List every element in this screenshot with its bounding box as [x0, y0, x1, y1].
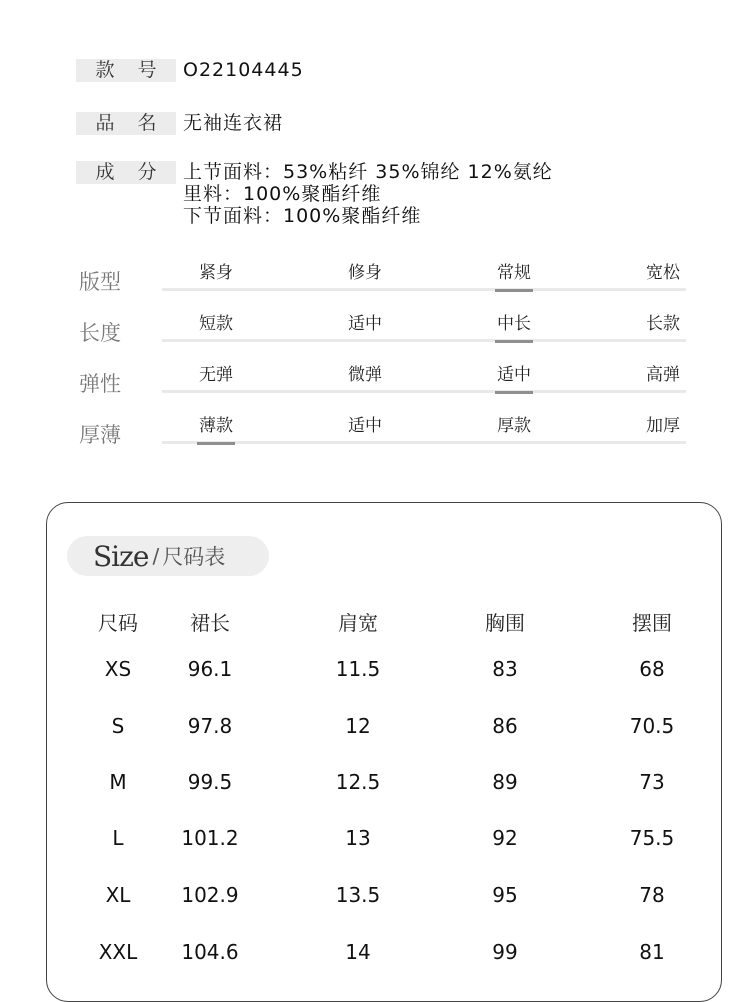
selection-marker	[197, 340, 235, 343]
attribute-label: 版型	[79, 270, 121, 294]
size-label-cell: S	[111, 714, 125, 738]
style-number-row	[76, 59, 304, 82]
table-cell: 99	[492, 940, 518, 964]
attribute-option	[623, 411, 703, 445]
table-cell: 102.9	[181, 883, 239, 907]
table-cell: 73	[639, 770, 665, 794]
attribute-option	[325, 309, 405, 343]
attribute-option-selected	[474, 309, 554, 343]
table-cell: 86	[492, 714, 518, 738]
table-cell: 89	[492, 770, 518, 794]
selection-marker	[197, 442, 235, 445]
composition-value	[183, 161, 553, 227]
table-cell: 104.6	[181, 940, 239, 964]
attribute-option	[176, 309, 256, 343]
attribute-option-selected	[176, 411, 256, 445]
attribute-option	[474, 411, 554, 445]
table-cell: 92	[492, 826, 518, 850]
attribute-option	[623, 309, 703, 343]
attribute-row	[0, 360, 750, 400]
table-header-cell: 摆围	[632, 611, 672, 635]
selection-marker	[197, 289, 235, 292]
selection-marker	[644, 340, 682, 343]
selection-marker	[197, 391, 235, 394]
attribute-option	[325, 411, 405, 445]
size-title-cn: 尺码表	[162, 545, 226, 569]
attribute-option-label: 常规	[497, 263, 531, 283]
size-label-cell: XS	[104, 657, 132, 681]
table-cell: 11.5	[335, 657, 381, 681]
table-cell: 95	[492, 883, 518, 907]
table-cell: 12.5	[335, 770, 381, 794]
size-title-en: Size	[93, 539, 149, 573]
attribute-option	[176, 258, 256, 292]
table-cell: 14	[345, 940, 371, 964]
composition-line: 上节面料：53%粘纤 35%锦纶 12%氨纶	[183, 161, 553, 183]
table-cell: 75.5	[629, 826, 675, 850]
attribute-option-label: 宽松	[646, 263, 680, 283]
table-cell: 83	[492, 657, 518, 681]
attribute-option-label: 中长	[497, 314, 531, 334]
selection-marker	[346, 442, 384, 445]
table-header-cell: 胸围	[485, 611, 525, 635]
size-label-cell: XL	[105, 883, 131, 907]
composition-row	[76, 161, 553, 227]
selection-marker	[346, 340, 384, 343]
size-chart-panel	[46, 502, 722, 1002]
attribute-option-label: 厚款	[497, 416, 531, 436]
attribute-option-label: 适中	[348, 416, 382, 436]
selection-marker	[346, 391, 384, 394]
attribute-option-label: 紧身	[199, 263, 233, 283]
attribute-option-label: 高弹	[646, 365, 680, 385]
attribute-option-label: 薄款	[199, 416, 233, 436]
attribute-row	[0, 411, 750, 451]
table-header-cell: 肩宽	[338, 611, 378, 635]
attribute-option	[623, 360, 703, 394]
size-label-cell: M	[109, 770, 127, 794]
selection-marker	[644, 391, 682, 394]
selection-marker	[495, 289, 533, 292]
attribute-option-label: 短款	[199, 314, 233, 334]
selection-marker	[644, 442, 682, 445]
attribute-label: 厚薄	[79, 423, 121, 447]
selection-marker	[495, 391, 533, 394]
attribute-option-label: 适中	[348, 314, 382, 334]
table-cell: 97.8	[187, 714, 233, 738]
table-header-cell: 尺码	[98, 611, 138, 635]
product-name-label: 品 名	[76, 112, 176, 135]
table-cell: 99.5	[187, 770, 233, 794]
table-cell: 78	[639, 883, 665, 907]
table-cell: 68	[639, 657, 665, 681]
selection-marker	[346, 289, 384, 292]
style-number-label: 款 号	[76, 59, 176, 82]
attribute-option-label: 微弹	[348, 365, 382, 385]
attribute-option-label: 长款	[646, 314, 680, 334]
attribute-option-label: 适中	[497, 365, 531, 385]
attribute-label: 弹性	[79, 372, 121, 396]
table-cell: 96.1	[187, 657, 233, 681]
product-name-value: 无袖连衣裙	[183, 112, 284, 134]
selection-marker	[495, 340, 533, 343]
composition-line: 里料：100%聚酯纤维	[183, 183, 382, 205]
table-cell: 13.5	[335, 883, 381, 907]
attribute-option	[325, 360, 405, 394]
table-header-cell: 裙长	[190, 611, 230, 635]
attribute-option	[176, 360, 256, 394]
attribute-option-label: 无弹	[199, 365, 233, 385]
table-cell: 81	[639, 940, 665, 964]
attribute-option	[623, 258, 703, 292]
attribute-option	[325, 258, 405, 292]
size-label-cell: L	[112, 826, 124, 850]
table-cell: 12	[345, 714, 371, 738]
attribute-option-label: 加厚	[646, 416, 680, 436]
selection-marker	[495, 442, 533, 445]
attribute-option-label: 修身	[348, 263, 382, 283]
composition-line: 下节面料：100%聚酯纤维	[183, 205, 422, 227]
size-title-separator: /	[152, 544, 160, 568]
attribute-row	[0, 309, 750, 349]
size-label-cell: XXL	[98, 940, 138, 964]
attribute-option-selected	[474, 258, 554, 292]
attribute-option-selected	[474, 360, 554, 394]
table-cell: 101.2	[181, 826, 239, 850]
style-number-value: O22104445	[183, 59, 304, 81]
table-cell: 13	[345, 826, 371, 850]
table-cell: 70.5	[629, 714, 675, 738]
size-chart-title	[67, 536, 269, 576]
product-name-row	[76, 112, 283, 135]
composition-label: 成 分	[76, 161, 176, 184]
attribute-label: 长度	[79, 321, 121, 345]
attribute-row	[0, 258, 750, 298]
selection-marker	[644, 289, 682, 292]
